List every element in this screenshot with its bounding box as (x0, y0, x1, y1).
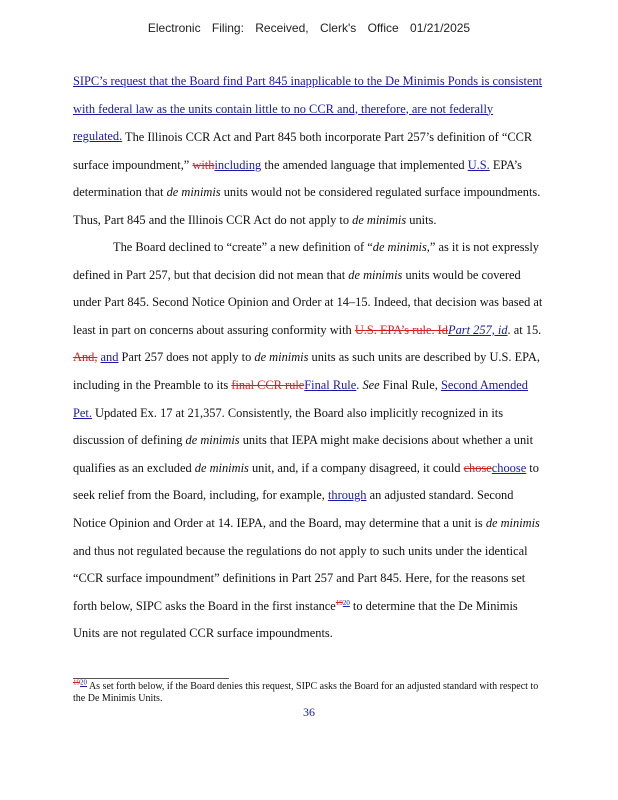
inserted-text: Second Amended Pet. (73, 377, 528, 420)
inserted-text: including (214, 157, 262, 172)
footnote (73, 678, 548, 705)
italic-term: de minimis (185, 433, 240, 448)
inserted-text: SIPC’s request that the Board find Part 845 inapplicable to the De Minimis Ponds is consistent with federal law as the units contain little to no CCR and, therefore, are not federally regulated. (73, 74, 543, 144)
text-run: and thus not regulated because the regulations do not apply to such units under the identical “CCR surface impoundment” definitions in Part 257 and Part 845. Here, for the reasons set forth below, SIPC asks the Board in the first instance (73, 543, 528, 613)
footnote-separator (73, 678, 229, 679)
text-run: units as such units are described by U.S. EPA, including in the Preamble to its (73, 350, 540, 392)
text-run: ” as it is not expressly defined in Part 257, but that decision did not mean that (73, 240, 539, 282)
footnote-ref-inserted[interactable]: 20 (342, 598, 350, 607)
deleted-text: with (192, 157, 215, 172)
inserted-text: Part 257, id (448, 322, 508, 337)
deleted-text: chose (463, 460, 492, 475)
italic-term: de minimis (166, 185, 221, 200)
text-run: The Board declined to “create” a new definition of “ (113, 240, 373, 254)
text-run: EPA’s determination that (73, 157, 522, 200)
text-run: The Illinois CCR Act and Part 845 both incorporate Part 257’s definition of “CCR surface impoundment,” (73, 130, 533, 172)
deleted-text: U.S. EPA’s rule. Id (354, 322, 448, 337)
deleted-text: final CCR rule (231, 377, 305, 392)
text-run: unit, and, if a company disagreed, it could (248, 460, 464, 475)
text-run: units. (406, 212, 437, 227)
text-run: . at 15. (507, 322, 542, 337)
paragraph-definition (73, 124, 543, 234)
text-run: Final Rule, (379, 377, 441, 392)
inserted-text: Final Rule (304, 377, 357, 392)
page-number: 36 (303, 705, 315, 719)
deleted-text: And, (73, 350, 98, 365)
filing-header: Electronic Filing: Received, Clerk's Office 01/21/2025 (147, 21, 471, 35)
footnote-mark-deleted: 19 (73, 678, 80, 687)
italic-term: See (362, 377, 380, 392)
footnote-mark-inserted: 20 (80, 678, 87, 687)
text-run: . (356, 377, 363, 392)
italic-term: de minimis (254, 350, 309, 365)
text-run: units that IEPA might make decisions about whether a unit qualifies as an excluded (73, 433, 534, 475)
text-run: Updated Ex. 17 at 21,357. Consistently, the Board also implicitly recognized in its discussion of defining (73, 405, 504, 448)
footnote-text: As set forth below, if the Board denies this request, SIPC asks the Board for an adjusted standard with respect to the De Minimis Units. (73, 681, 539, 704)
inserted-text: choose (491, 460, 527, 475)
italic-term: de minimis (348, 267, 403, 282)
footnote-ref-deleted[interactable]: 19 (335, 598, 343, 607)
text-run: Part 257 does not apply to (118, 350, 255, 365)
text-run: the amended language that implemented (261, 157, 468, 172)
text-run: an adjusted standard. Second Notice Opinion and Order at 14. IEPA, and the Board, may determine that a unit is (73, 488, 514, 530)
paragraph-board-decision (73, 234, 543, 648)
italic-term: de minimis, (372, 240, 430, 254)
inserted-text: U.S. (467, 157, 490, 172)
text-run: units would be covered under Part 845. Second Notice Opinion and Order at 14–15. Indeed, that decision was based at least in part on concerns about assuring conformity with (73, 267, 543, 337)
text-run: to determine that the De Minimis Units are not regulated CCR surface impoundments. (73, 598, 518, 641)
text-run: to seek relief from the Board, including, for example, (73, 460, 539, 503)
italic-term: de minimis (352, 212, 407, 227)
italic-term: de minimis (194, 460, 249, 475)
italic-term: de minimis (485, 515, 540, 530)
inserted-text: and (100, 350, 119, 365)
inserted-text: through (327, 488, 367, 503)
text-run: units would not be considered regulated surface impoundments. Thus, Part 845 and the Illinois CCR Act do not apply to (73, 185, 541, 227)
